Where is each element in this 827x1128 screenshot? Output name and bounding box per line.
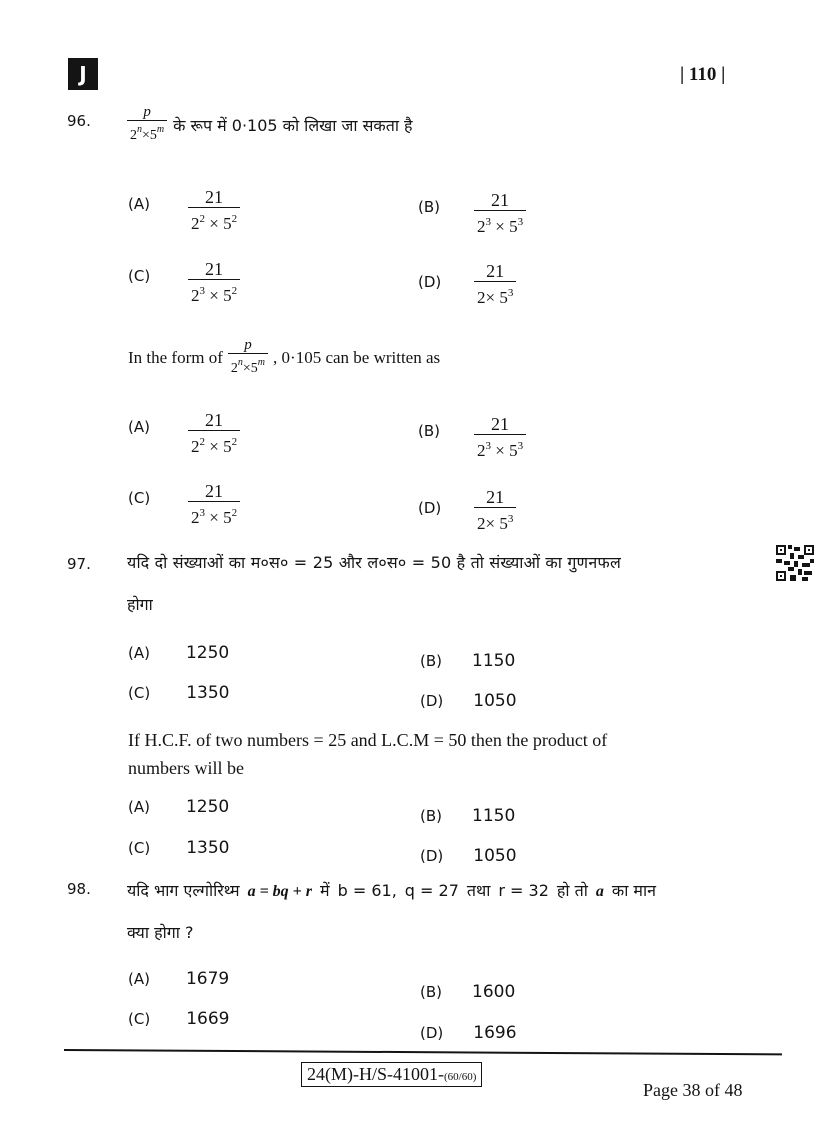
footer-divider: [64, 1049, 782, 1055]
value-b: b = 61,: [337, 881, 397, 900]
option-fraction: 21 $2^2 \times 5^2$: [188, 187, 240, 235]
paper-code: 24(M)-H/S-41001-(60/60): [301, 1062, 482, 1087]
option-a[interactable]: (A) 1250: [128, 643, 230, 663]
value-r: r = 32: [498, 881, 549, 900]
option-fraction: 21 $2^3 \times 5^3$: [474, 190, 526, 238]
option-b[interactable]: (B) 1150: [420, 651, 516, 671]
equation: a = bq + r: [247, 883, 313, 900]
option-d[interactable]: (D) 1050: [420, 691, 517, 711]
question-number: 96.: [67, 112, 91, 130]
option-b[interactable]: (B) 1150: [420, 806, 516, 826]
option-fraction: 21 $2^3 \times 5^2$: [188, 481, 240, 529]
fraction-p-over-2n5m: $\frac{p}{2^n\times 5^m}$: [228, 337, 268, 378]
option-fraction: 21 $2\times 5^3$: [474, 487, 516, 535]
set-code-badge: J: [68, 58, 98, 90]
question-97-hindi-line1: यदि दो संख्याओं का म०स० = 25 और ल०स० = 50 है तो संख्याओं का गुणनफल: [127, 553, 621, 572]
option-fraction: 21 $2\times 5^3$: [474, 261, 516, 309]
page-stamp: | 110 |: [680, 64, 726, 85]
question-text: के रूप में 0·105 को लिखा जा सकता है: [173, 115, 413, 135]
page-number: Page 38 of 48: [643, 1080, 743, 1100]
option-fraction: 21 $2^3 \times 5^2$: [188, 259, 240, 307]
option-d[interactable]: (D) 1696: [420, 1023, 517, 1043]
question-97-english-line1: If H.C.F. of two numbers = 25 and L.C.M = 50 then the product of: [128, 730, 608, 750]
question-97-english-line2: numbers will be: [128, 758, 244, 778]
option-fraction: 21 $2^2 \times 5^2$: [188, 410, 240, 458]
option-d[interactable]: (D) 1050: [420, 846, 517, 866]
question-98-hindi-line2: क्या होगा ?: [127, 923, 194, 942]
option-b[interactable]: (B) 1600: [420, 982, 516, 1002]
value-q: q = 27: [404, 881, 459, 900]
question-96-hindi: [127, 104, 413, 145]
question-number: 98.: [67, 880, 91, 898]
question-96-english: In the form of $\frac{p}{2^n\times 5^m}$ , 0·105 can be written as: [128, 337, 441, 376]
option-fraction: 21 $2^3 \times 5^3$: [474, 414, 526, 462]
option-a[interactable]: (A) 1679: [128, 969, 230, 989]
option-c[interactable]: (C) 1669: [128, 1009, 230, 1029]
question-number: 97.: [67, 555, 91, 573]
question-98-hindi-line1: यदि भाग एल्गोरिथ्म a = bq + r में b = 61, q = 27 तथा r = 32 हो तो a का मान: [127, 881, 657, 900]
question-97-hindi-line2: होगा: [127, 595, 153, 614]
option-a[interactable]: (A) 1250: [128, 797, 230, 817]
fraction-p-over-2n5m: $\frac{p}{2^n\times 5^m}$: [127, 104, 167, 145]
option-c[interactable]: (C) 1350: [128, 838, 230, 858]
option-c[interactable]: (C) 1350: [128, 683, 230, 703]
qr-code-icon: [776, 545, 814, 581]
